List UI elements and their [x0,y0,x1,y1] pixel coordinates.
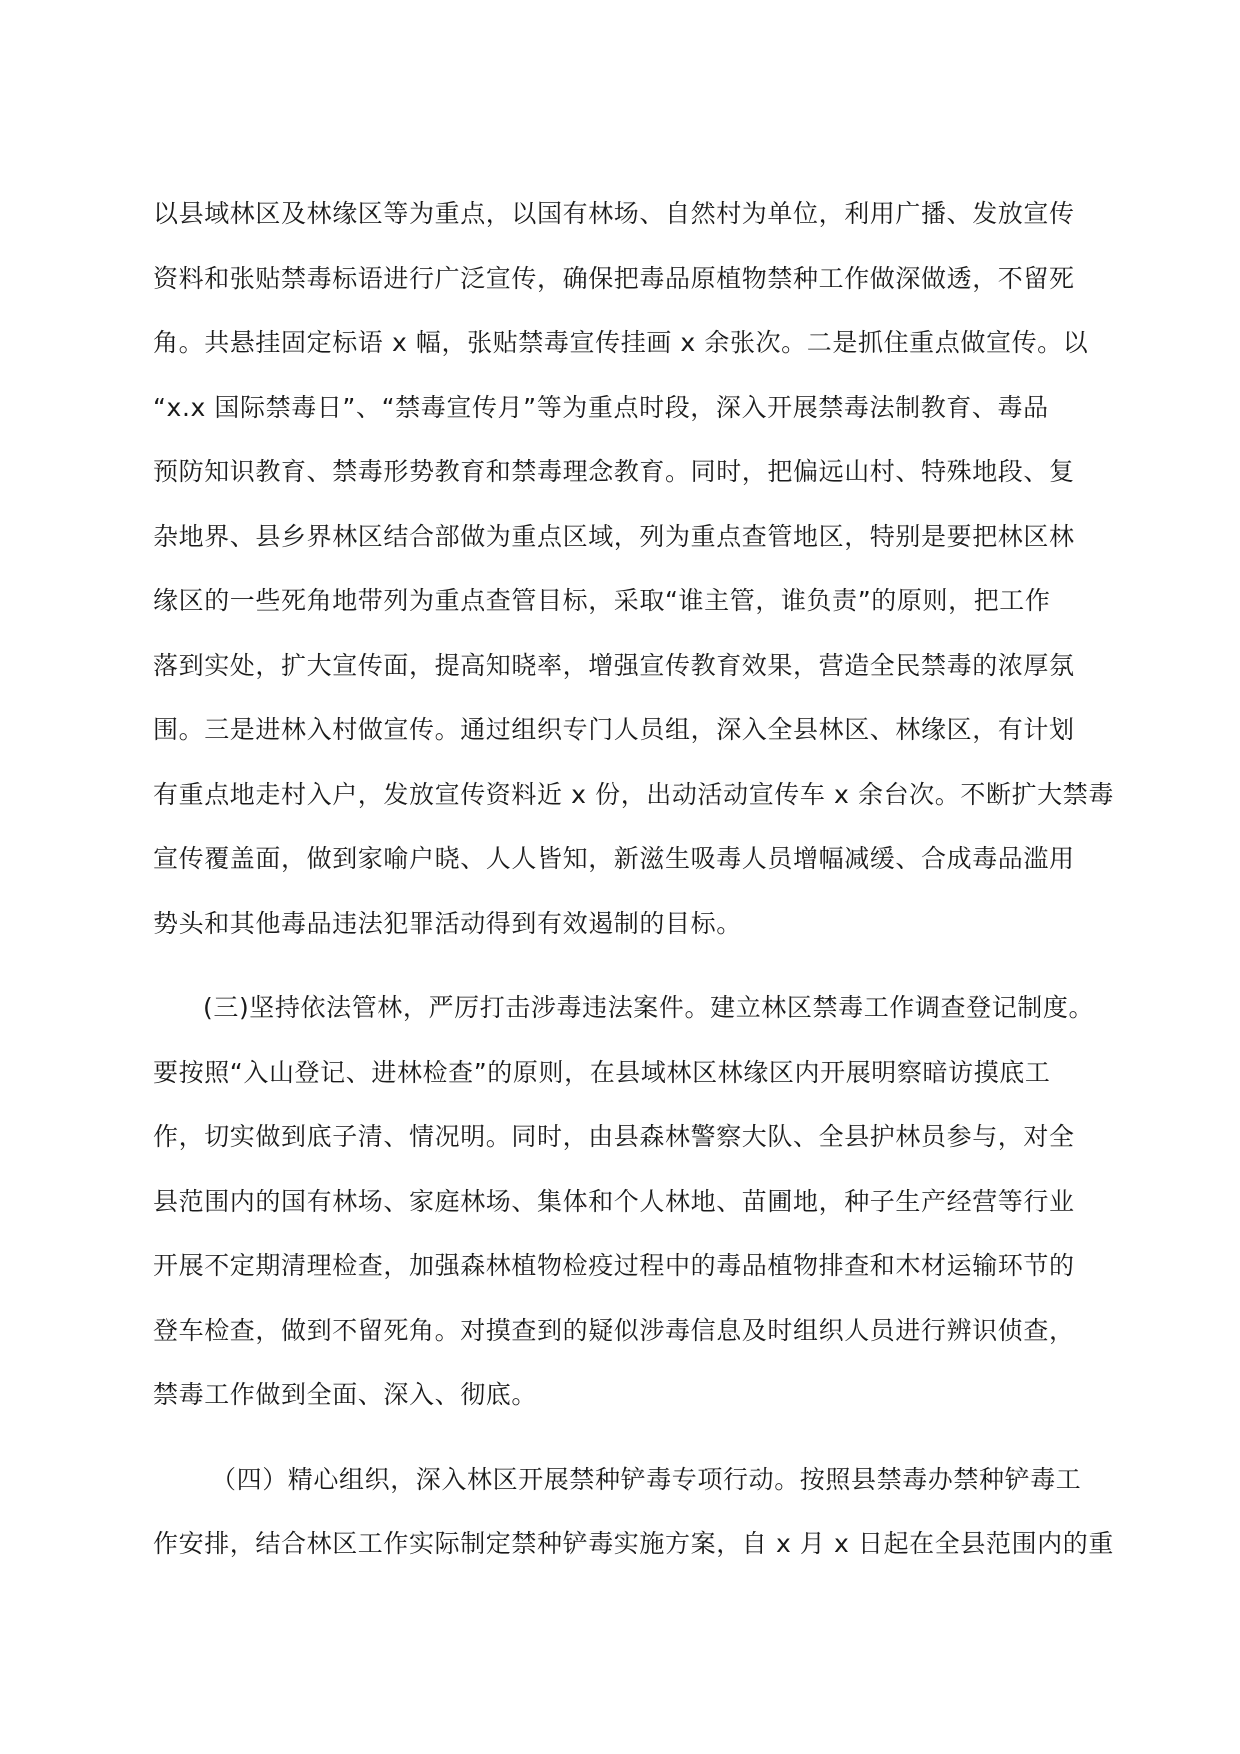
text-line: 资料和张贴禁毒标语进行广泛宣传，确保把毒品原植物禁种工作做深做透，不留死 [153,263,1075,293]
text-line: (三)坚持依法管林，严厉打击涉毒违法案件。建立林区禁毒工作调查登记制度。 [203,993,1095,1022]
text-line: 禁毒工作做到全面、深入、彻底。 [153,1380,538,1409]
text-line: 角。共悬挂固定标语 x 幅，张贴禁毒宣传挂画 x 余张次。二是抓住重点做宣传。以 [153,328,1089,357]
text-line: 预防知识教育、禁毒形势教育和禁毒理念教育。同时，把偏远山村、特殊地段、复 [153,457,1075,486]
text-line: 以县域林区及林缘区等为重点，以国有林场、自然村为单位，利用广播、发放宣传 [153,199,1075,228]
text-line: 开展不定期清理检查，加强森林植物检疫过程中的毒品植物排查和木材运输环节的 [153,1251,1075,1280]
text-line: “x.x 国际禁毒日”、“禁毒宣传月”等为重点时段，深入开展禁毒法制教育、毒品 [153,392,1049,422]
paragraph-3 [153,1448,1114,1577]
text-line: 落到实处，扩大宣传面，提高知晓率，增强宣传教育效果，营造全民禁毒的浓厚氛 [153,650,1075,680]
text-line: 县范围内的国有林场、家庭林场、集体和个人林地、苗圃地，种子生产经营等行业 [153,1186,1075,1216]
text-line: 登车检查，做到不留死角。对摸查到的疑似涉毒信息及时组织人员进行辨识侦查， [153,1315,1075,1345]
paragraph-1 [153,182,1114,956]
text-line: 作安排，结合林区工作实际制定禁种铲毒实施方案，自 x 月 x 日起在全县范围内的重 [153,1529,1114,1558]
text-line: 势头和其他毒品违法犯罪活动得到有效遏制的目标。 [153,908,742,938]
text-line: 有重点地走村入户，发放宣传资料近 x 份，出动活动宣传车 x 余台次。不断扩大禁毒 [153,779,1114,809]
paragraph-2 [153,976,1095,1428]
text-line: 围。三是进林入村做宣传。通过组织专门人员组，深入全县林区、林缘区，有计划 [153,715,1075,744]
text-line: 缘区的一些死角地带列为重点查管目标，采取“谁主管，谁负责”的原则，把工作 [153,586,1051,615]
text-line: 杂地界、县乡界林区结合部做为重点区域，列为重点查管地区，特别是要把林区林 [153,521,1075,551]
text-line: 作，切实做到底子清、情况明。同时，由县森林警察大队、全县护林员参与，对全 [153,1122,1075,1151]
paragraph-spacer [153,1428,1083,1448]
document-body [153,182,1114,1577]
paragraph-spacer [153,956,1083,976]
text-line: 宣传覆盖面，做到家喻户晓、人人皆知，新滋生吸毒人员增幅减缓、合成毒品滥用 [153,844,1075,873]
text-line: 要按照“入山登记、进林检查”的原则，在县域林区林缘区内开展明察暗访摸底工 [153,1057,1051,1087]
text-line: （四）精心组织，深入林区开展禁种铲毒专项行动。按照县禁毒办禁种铲毒工 [211,1464,1082,1494]
